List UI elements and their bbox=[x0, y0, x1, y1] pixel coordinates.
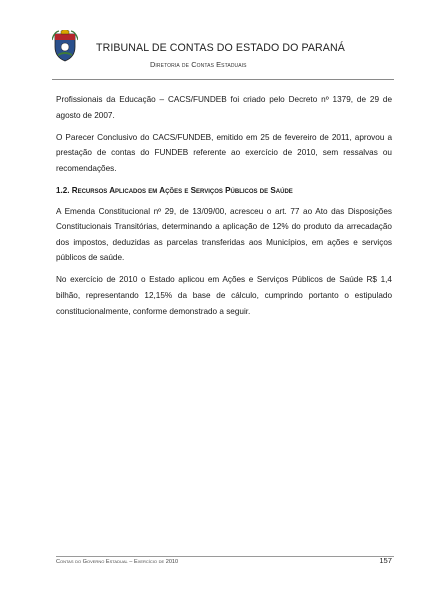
page-number: 157 bbox=[379, 556, 392, 565]
document-body bbox=[56, 92, 392, 326]
page-header-subtitle: Diretoria de Contas Estaduais bbox=[150, 60, 247, 69]
parana-coat-of-arms-icon bbox=[52, 30, 78, 62]
section-heading-saude: 1.2. Recursos Aplicados em Ações e Serviços Públicos de Saúde bbox=[56, 185, 293, 195]
paragraph-cacs-fundeb-decree: Profissionais da Educação – CACS/FUNDEB foi criado pelo Decreto nº 1379, de 29 de agosto de 2007. bbox=[56, 95, 392, 120]
footer-document-title: Contas do Governo Estadual – Exercício de 2010 bbox=[56, 559, 179, 565]
page-header-title: TRIBUNAL DE CONTAS DO ESTADO DO PARANÁ bbox=[96, 42, 345, 54]
paragraph-exercicio-2010-saude: No exercício de 2010 o Estado aplicou em Ações e Serviços Públicos de Saúde R$ 1,4 bilhão, representando 12,15% da base de cálculo, cumprindo portanto o estipulado constitucionalmente, conforme demonstrado a seguir. bbox=[56, 275, 392, 316]
footer-divider bbox=[56, 556, 394, 557]
paragraph-parecer-conclusivo: O Parecer Conclusivo do CACS/FUNDEB, emitido em 25 de fevereiro de 2011, aprovou a prestação de contas do FUNDEB referente ao exercício de 2010, sem ressalvas ou recomendações. bbox=[56, 132, 392, 173]
paragraph-emenda-constitucional: A Emenda Constitucional nº 29, de 13/09/00, acresceu o art. 77 ao Ato das Disposições Constitucionais Transitórias, determinando a aplicação de 12% do produto da arrecadação dos impostos, deduzidas as parcelas transferidas aos Municípios, em ações e serviços públicos de saúde. bbox=[56, 206, 392, 263]
header-divider bbox=[52, 79, 394, 80]
